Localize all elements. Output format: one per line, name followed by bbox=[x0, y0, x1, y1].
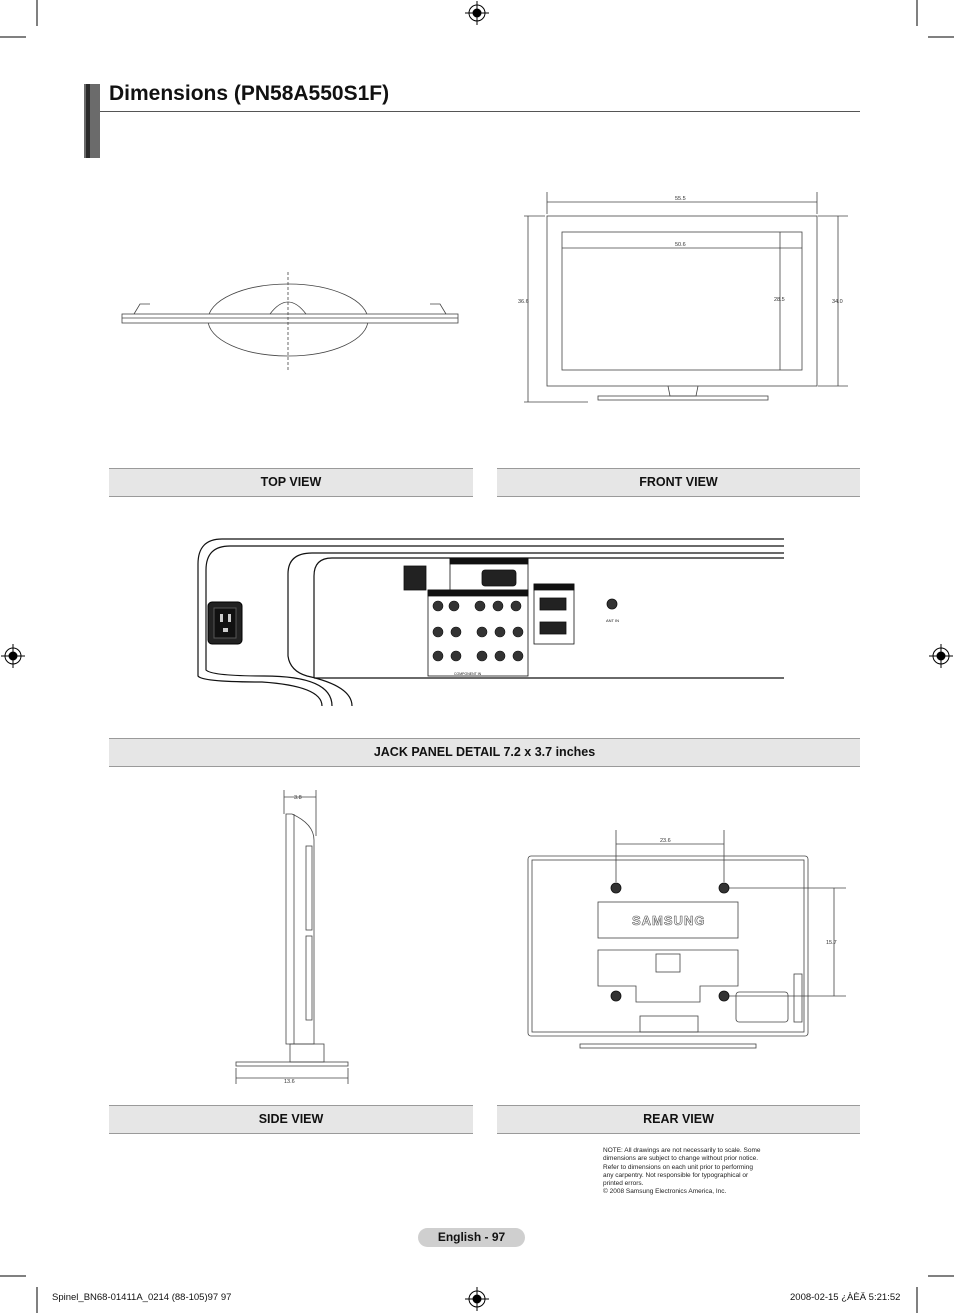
jack-component-label: COMPONENT IN bbox=[454, 672, 482, 676]
rear-view-drawing bbox=[520, 826, 850, 1056]
note-line: © 2008 Samsung Electronics America, Inc. bbox=[603, 1188, 727, 1196]
note-line: Refer to dimensions on each unit prior to performing bbox=[603, 1163, 753, 1171]
jack-antin-label: ANT IN bbox=[606, 618, 620, 623]
title-rule bbox=[100, 111, 860, 112]
dim-depth: 3.8 bbox=[294, 795, 302, 801]
registration-mark-left bbox=[1, 644, 25, 668]
caption-jack-panel: JACK PANEL DETAIL 7.2 x 3.7 inches bbox=[109, 738, 860, 767]
dim-hole-height: 15.7 bbox=[826, 940, 837, 946]
caption-side-view: SIDE VIEW bbox=[109, 1105, 473, 1134]
note-line: any carpentry. Not responsible for typographical or bbox=[603, 1171, 749, 1179]
note-line: printed errors. bbox=[603, 1180, 644, 1188]
disclaimer-note bbox=[603, 1147, 783, 1197]
registration-mark-top bbox=[465, 1, 489, 25]
note-line: NOTE: All drawings are not necessarily to scale. Some bbox=[603, 1147, 761, 1154]
page-number: English - 97 bbox=[418, 1228, 525, 1247]
dim-hole-width: 23.6 bbox=[660, 838, 671, 844]
dim-screen-height: 28.5 bbox=[774, 297, 785, 303]
dim-overall-width: 55.5 bbox=[675, 196, 686, 202]
caption-front-view: FRONT VIEW bbox=[497, 468, 860, 497]
dim-body-height: 34.0 bbox=[832, 299, 843, 305]
jack-panel-drawing bbox=[192, 536, 792, 716]
rear-brand-logo: SAMSUNG bbox=[632, 913, 706, 928]
note-line: dimensions are subject to change without prior notice. bbox=[603, 1155, 759, 1163]
footer-file-info: Spinel_BN68-01411A_0214 (88-105)97 97 bbox=[52, 1292, 232, 1303]
front-view-drawing bbox=[518, 190, 848, 410]
dim-stand-depth: 13.6 bbox=[284, 1079, 295, 1085]
caption-top-view: TOP VIEW bbox=[109, 468, 473, 497]
title-accent-bar-dark bbox=[86, 84, 90, 158]
dim-overall-height: 36.6 bbox=[518, 299, 529, 305]
side-view-drawing bbox=[232, 786, 362, 1096]
power-socket bbox=[208, 602, 242, 644]
footer-timestamp: 2008-02-15 ¿ÀÈÄ 5:21:52 bbox=[790, 1292, 901, 1303]
registration-mark-bottom bbox=[465, 1287, 489, 1311]
registration-mark-right bbox=[929, 644, 953, 668]
top-view-drawing bbox=[120, 270, 460, 380]
dim-screen-width: 50.6 bbox=[675, 242, 686, 248]
caption-rear-view: REAR VIEW bbox=[497, 1105, 860, 1134]
page-title: Dimensions (PN58A550S1F) bbox=[109, 82, 390, 105]
